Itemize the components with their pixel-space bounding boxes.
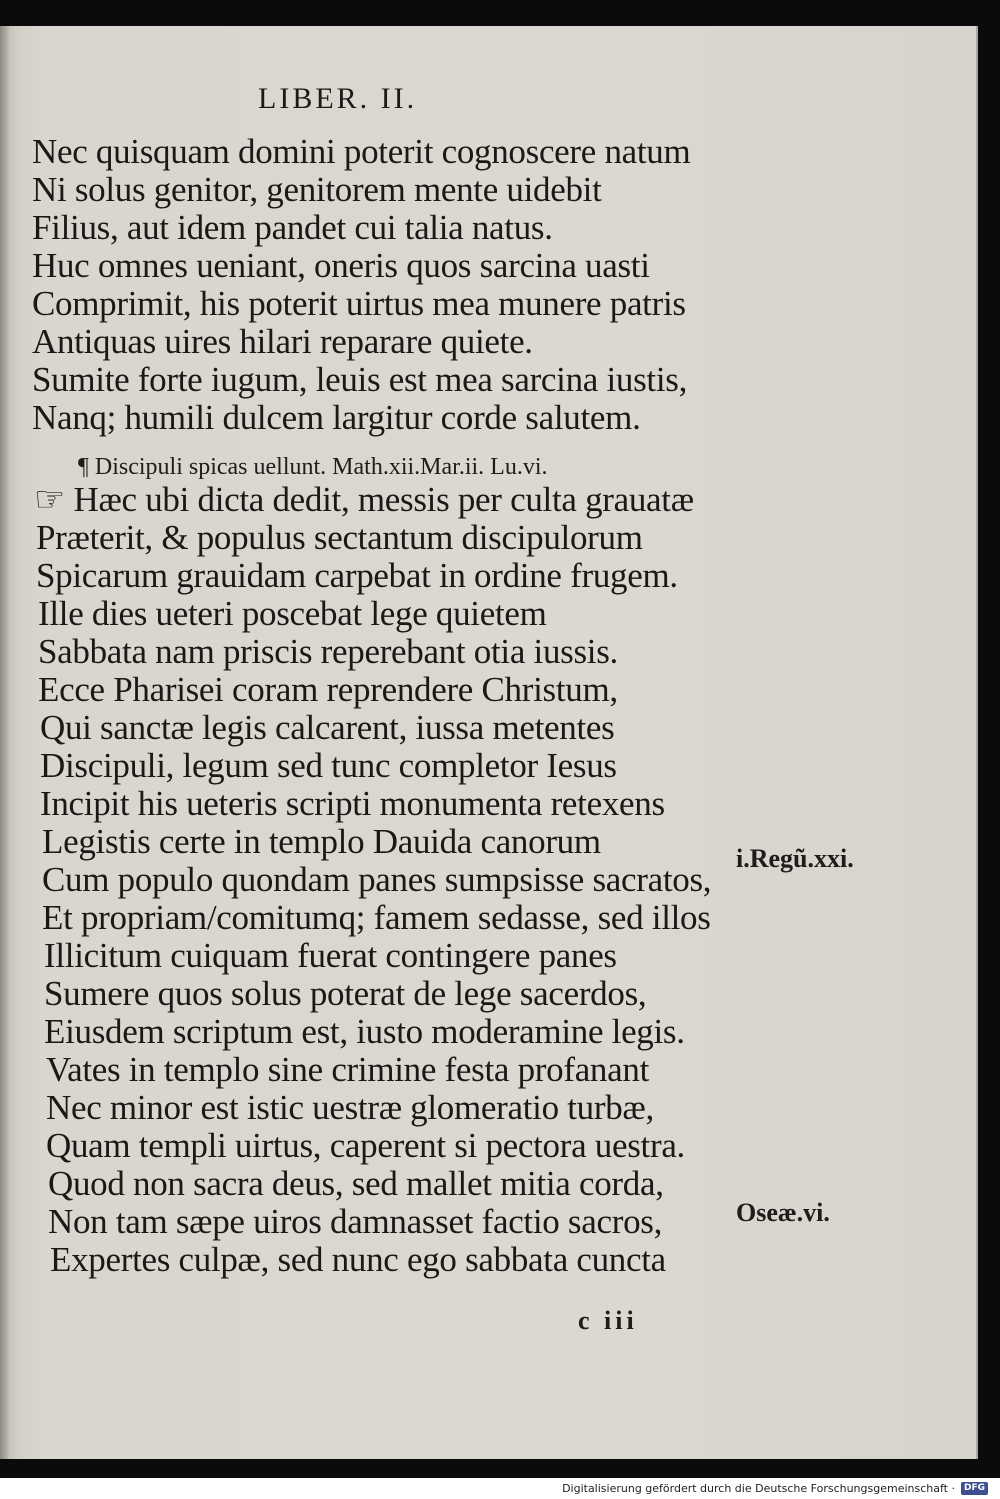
verse-line: Antiquas uires hilari reparare quiete. xyxy=(32,322,533,361)
verse-line: Expertes culpæ, sed nunc ego sabbata cuncta xyxy=(50,1240,666,1279)
section-heading xyxy=(78,454,548,481)
verse-line: Comprimit, his poterit uirtus mea munere patris xyxy=(32,284,686,323)
running-head: LIBER. II. xyxy=(258,82,418,115)
verse-line: Quod non sacra deus, sed mallet mitia corda, xyxy=(48,1164,664,1203)
verse-line: Spicarum grauidam carpebat in ordine frugem. xyxy=(36,556,678,595)
verse-line: Filius, aut idem pandet cui talia natus. xyxy=(32,208,553,247)
verse-line: Qui sanctæ legis calcarent, iussa metentes xyxy=(40,708,615,747)
verse-line: Nec quisquam domini poterit cognoscere natum xyxy=(32,132,691,171)
section-heading-text: Discipuli spicas uellunt. Math.xii.Mar.ii. Lu.vi. xyxy=(94,454,548,480)
book-page xyxy=(0,26,978,1459)
verse-line: Sabbata nam priscis reperebant otia iussis. xyxy=(38,632,618,671)
verse-line: Non tam sæpe uiros damnasset factio sacros, xyxy=(48,1202,663,1241)
signature-mark: c iii xyxy=(578,1306,638,1335)
margin-note: i.Regũ.xxi. xyxy=(736,844,854,873)
verse-line: Cum populo quondam panes sumpsisse sacratos, xyxy=(42,860,712,899)
verse-line: Nanq; humili dulcem largitur corde salutem. xyxy=(32,398,641,437)
verse-line: Et propriam/comitumq; famem sedasse, sed illos xyxy=(42,898,711,937)
verse-line: Illicitum cuiquam fuerat contingere panes xyxy=(44,936,617,975)
footer xyxy=(562,1482,988,1495)
verse-line: Huc omnes ueniant, oneris quos sarcina uasti xyxy=(32,246,650,285)
footer-text: Digitalisierung gefördert durch die Deutsche Forschungsgemeinschaft · xyxy=(562,1482,955,1495)
dfg-logo: DFG xyxy=(961,1482,988,1495)
verse-line: Sumite forte iugum, leuis est mea sarcina iustis, xyxy=(32,360,688,399)
verse-line: Quam templi uirtus, caperent si pectora uestra. xyxy=(46,1126,686,1165)
verse-line xyxy=(34,480,694,520)
verse-line: Ille dies ueteri poscebat lege quietem xyxy=(38,594,547,633)
pilcrow-icon: ¶ xyxy=(78,454,95,480)
verse-line: Incipit his ueteris scripti monumenta retexens xyxy=(40,784,665,823)
verse-line: Præterit, & populus sectantum discipulorum xyxy=(36,518,643,557)
verse-line: Legistis certe in templo Dauida canorum xyxy=(42,822,601,861)
verse-line-text: Hæc ubi dicta dedit, messis per culta grauatæ xyxy=(73,480,694,519)
verse-line: Discipuli, legum sed tunc completor Iesus xyxy=(40,746,617,785)
verse-line: Eiusdem scriptum est, iusto moderamine legis. xyxy=(44,1012,685,1051)
verse-line: Sumere quos solus poterat de lege sacerdos, xyxy=(44,974,647,1013)
manicule-icon: ☞ xyxy=(34,480,74,519)
verse-line: Vates in templo sine crimine festa profanant xyxy=(46,1050,649,1089)
verse-line: Ecce Pharisei coram reprendere Christum, xyxy=(38,670,618,709)
verse-line: Ni solus genitor, genitorem mente uidebit xyxy=(32,170,602,209)
margin-note: Oseæ.vi. xyxy=(736,1198,830,1227)
verse-line: Nec minor est istic uestræ glomeratio turbæ, xyxy=(46,1088,654,1127)
